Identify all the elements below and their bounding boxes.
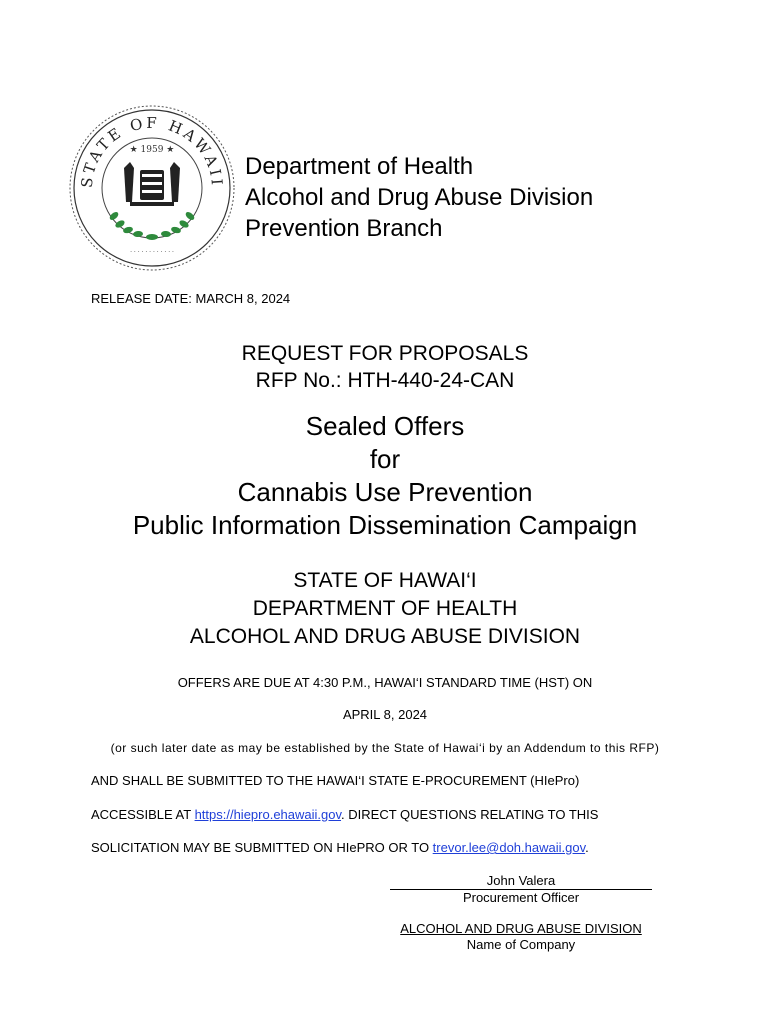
signature-officer	[390, 873, 652, 906]
rfp-heading	[0, 340, 770, 394]
company-label: Name of Company	[466, 937, 576, 952]
signature-company	[390, 921, 652, 953]
contact-email-link[interactable]: trevor.lee@doh.hawaii.gov	[432, 840, 586, 855]
submission-line-3	[91, 840, 589, 855]
release-date: RELEASE DATE: MARCH 8, 2024	[91, 291, 291, 306]
department-name: Department of Health	[245, 153, 474, 180]
title-line-2: for	[369, 444, 401, 474]
title-line-1: Sealed Offers	[305, 411, 465, 441]
title-line-4: Public Information Dissemination Campaign	[132, 510, 638, 540]
submission-line-2-suffix: . DIRECT QUESTIONS RELATING TO THIS	[341, 807, 599, 822]
svg-text:· · · · · · · · · · · ·: · · · · · · · · · · · ·	[130, 249, 174, 256]
officer-name: John Valera	[390, 873, 652, 890]
agency-division: ALCOHOL AND DRUG ABUSE DIVISION	[189, 625, 581, 648]
document-title	[0, 410, 770, 542]
svg-text:STATE OF HAWAII: STATE OF HAWAII	[77, 113, 227, 189]
submission-line-2	[91, 807, 598, 822]
state-seal-logo	[68, 104, 236, 272]
due-date: APRIL 8, 2024	[342, 707, 428, 722]
rfp-label: REQUEST FOR PROPOSALS	[241, 342, 529, 365]
division-name: Alcohol and Drug Abuse Division	[245, 184, 594, 211]
submission-line-2-prefix: ACCESSIBLE AT	[91, 807, 195, 822]
officer-title: Procurement Officer	[462, 890, 580, 905]
letterhead	[245, 151, 593, 244]
due-statement: OFFERS ARE DUE AT 4:30 P.M., HAWAI‘I STANDARD TIME (HST) ON	[177, 675, 593, 690]
submission-line-1: AND SHALL BE SUBMITTED TO THE HAWAI‘I STATE E-PROCUREMENT (HIePro)	[91, 773, 580, 788]
submission-line-3-suffix: .	[585, 840, 589, 855]
title-line-3: Cannabis Use Prevention	[237, 477, 533, 507]
hiepro-link[interactable]: https://hiepro.ehawaii.gov	[194, 807, 342, 822]
due-date-note: (or such later date as may be established by the State of Hawai‘i by an Addendum to this RFP)	[110, 741, 660, 755]
svg-text:★ 1959 ★: ★ 1959 ★	[129, 145, 175, 155]
agency-state: STATE OF HAWAI‘I	[293, 569, 477, 592]
company-name: ALCOHOL AND DRUG ABUSE DIVISION	[400, 921, 642, 936]
submission-line-3-prefix: SOLICITATION MAY BE SUBMITTED ON HIePRO OR TO	[91, 840, 433, 855]
rfp-number: RFP No.: HTH-440-24-CAN	[255, 369, 515, 392]
branch-name: Prevention Branch	[245, 215, 443, 242]
agency-department: DEPARTMENT OF HEALTH	[252, 597, 518, 620]
agency-block	[0, 567, 770, 651]
